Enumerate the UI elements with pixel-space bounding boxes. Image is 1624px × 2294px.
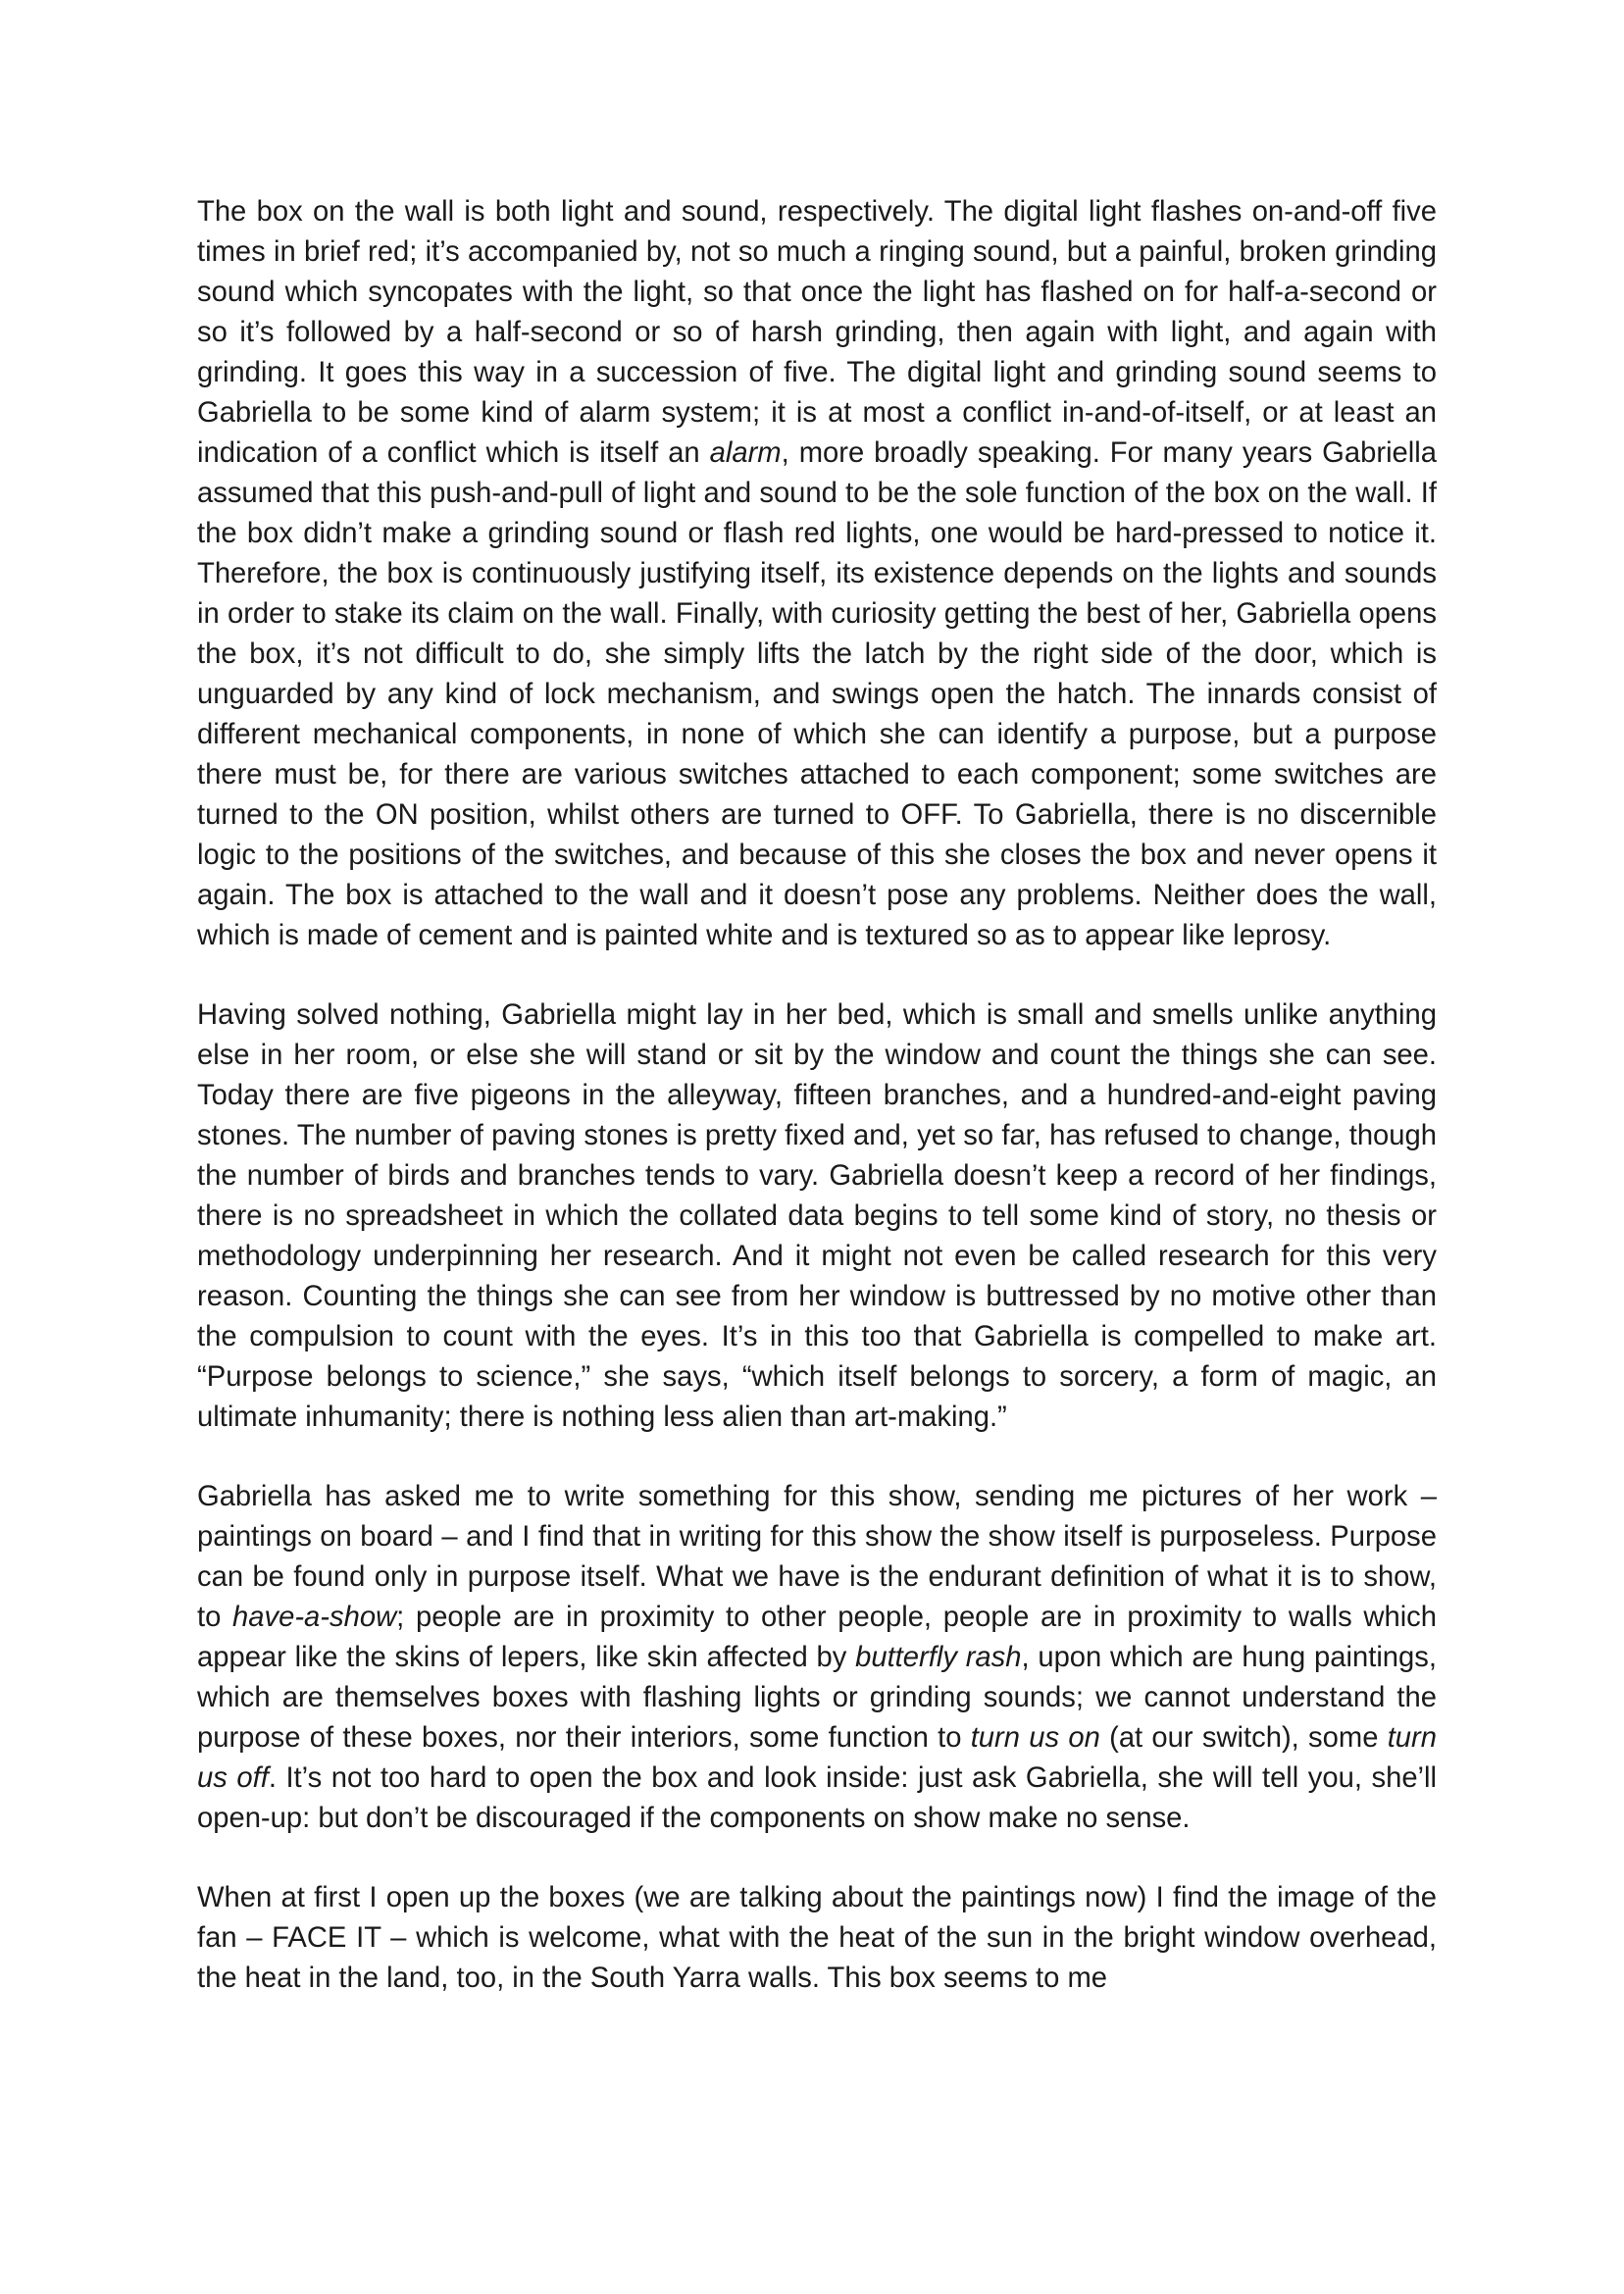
italic-segment: alarm <box>709 437 782 469</box>
paragraph-1 <box>197 192 1437 956</box>
text-segment: , upon which are hung paintings, which are themselves boxes with flashing lights or grinding sounds; we cannot understand the purpose of these boxes, nor their interiors, some function to <box>197 1642 1437 1754</box>
text-segment: When at first I open up the boxes (we are talking about the paintings now) I find the image of the fan – FACE IT – which is welcome, what with the heat of the sun in the bright window overhead, the heat in the land, too, in the South Yarra walls. This box seems to me <box>197 1882 1437 1994</box>
document-body <box>197 192 1437 1999</box>
text-segment: ; people are in proximity to other people, people are in proximity to walls which appear like the skins of lepers, like skin affected by <box>197 1602 1438 1673</box>
paragraph-2 <box>197 995 1437 1438</box>
text-segment: , more broadly speaking. For many years Gabriella assumed that this push-and-pull of light and sound to be the sole function of the box on the wall. If the box didn’t make a grinding sound or flash red lights, one would be hard-pressed to notice it. Therefore, the box is continuously justifying itself, its existence depends on the lights and sounds in order to stake its claim on the wall. Finally, with curiosity getting the best of her, Gabriella opens the box, it’s not difficult to do, she simply lifts the latch by the right side of the door, which is unguarded by any kind of lock mechanism, and swings open the hatch. The innards consist of different mechanical components, in none of which she can identify a purpose, but a purpose there must be, for there are various switches attached to each component; some switches are turned to the ON position, whilst others are turned to OFF. To Gabriella, there is no discernible logic to the positions of the switches, and because of this she closes the box and never opens it again. The box is attached to the wall and it doesn’t pose any problems. Neither does the wall, which is made of cement and is painted white and is textured so as to appear like leprosy. <box>197 437 1437 951</box>
text-segment: Gabriella has asked me to write something for this show, sending me pictures of her work – paintings on board – and I find that in writing for this show the show itself is purposeless. Purpose can be found only in purpose itself. What we have is the endurant definition of what it is to show, to <box>197 1481 1437 1633</box>
text-segment: . It’s not too hard to open the box and look inside: just ask Gabriella, she will tell you, she’ll open-up: but don’t be discouraged if the components on show make no sense. <box>197 1762 1437 1834</box>
paragraph-4 <box>197 1878 1437 1999</box>
italic-segment: have-a-show <box>232 1602 397 1633</box>
italic-segment: turn us on <box>970 1722 1100 1754</box>
italic-segment: turn us off <box>197 1722 1437 1794</box>
text-segment: Having solved nothing, Gabriella might lay in her bed, which is small and smells unlike anything else in her room, or else she will stand or sit by the window and count the things she can see. Today there are five pigeons in the alleyway, fifteen branches, and a hundred-and-eight paving stones. The number of paving stones is pretty fixed and, yet so far, has refused to change, though the number of birds and branches tends to vary. Gabriella doesn’t keep a record of her findings, there is no spreadsheet in which the collated data begins to tell some kind of story, no thesis or methodology underpinning her research. And it might not even be called research for this very reason. Counting the things she can see from her window is buttressed by no motive other than the compulsion to count with the eyes. It’s in this too that Gabriella is compelled to make art. “Purpose belongs to science,” she says, “which itself belongs to sorcery, a form of magic, an ultimate inhumanity; there is nothing less alien than art-making.” <box>197 999 1437 1433</box>
text-segment: The box on the wall is both light and sound, respectively. The digital light flashes on-and-off five times in brief red; it’s accompanied by, not so much a ringing sound, but a painful, broken grinding sound which syncopates with the light, so that once the light has flashed on for half-a-second or so it’s followed by a half-second or so of harsh grinding, then again with light, and again with grinding. It goes this way in a succession of five. The digital light and grinding sound seems to Gabriella to be some kind of alarm system; it is at most a conflict in-and-of-itself, or at least an indication of a conflict which is itself an <box>197 196 1437 469</box>
italic-segment: butterfly rash <box>855 1642 1022 1673</box>
text-segment: (at our switch), some <box>1099 1722 1388 1754</box>
paragraph-3 <box>197 1477 1437 1839</box>
